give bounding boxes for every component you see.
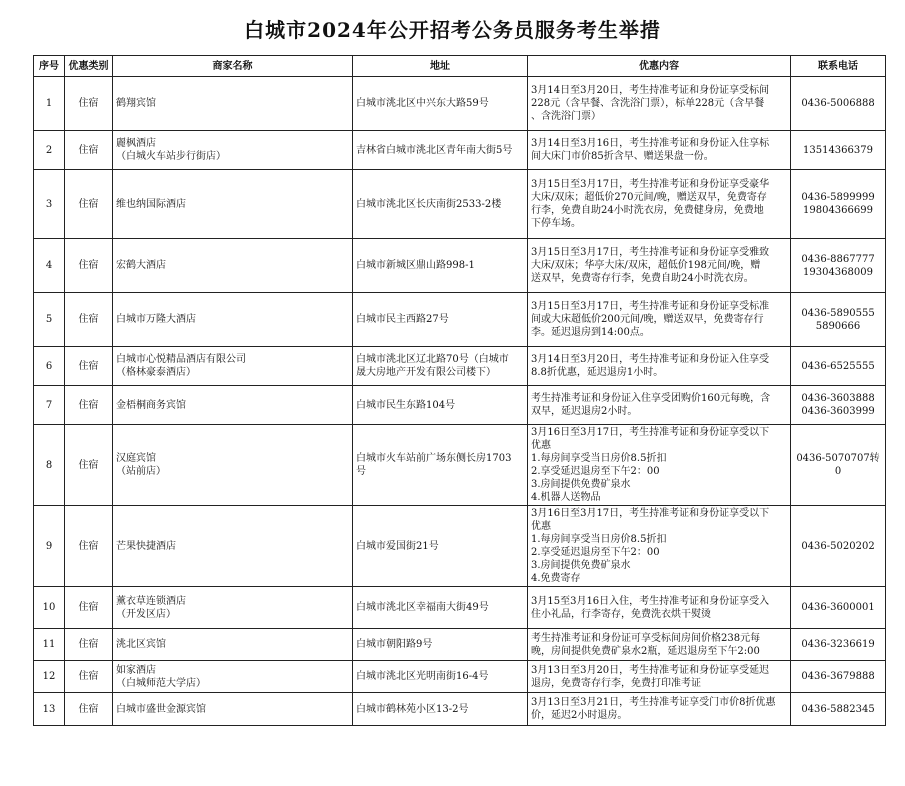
row-category: 住宿 xyxy=(65,77,113,131)
header-phone: 联系电话 xyxy=(791,56,886,77)
row-offer: 3月14日至3月20日，考生持准考证和身份证享受标间 228元（含早餐、含洗浴门票），标单228元（含早餐 、含洗浴门票） xyxy=(528,77,791,131)
row-index: 6 xyxy=(34,347,65,386)
header-address: 地址 xyxy=(353,56,528,77)
row-index: 8 xyxy=(34,425,65,506)
row-category: 住宿 xyxy=(65,661,113,693)
table-row xyxy=(34,506,886,587)
row-address: 白城市火车站前广场东侧长房1703 号 xyxy=(353,425,528,506)
table-row xyxy=(34,386,886,425)
row-address: 白城市鹤林苑小区13-2号 xyxy=(353,693,528,726)
table-row xyxy=(34,587,886,629)
row-address: 白城市洮北区中兴东大路59号 xyxy=(353,77,528,131)
row-category: 住宿 xyxy=(65,239,113,293)
table-row xyxy=(34,629,886,661)
row-merchant: 鹤翔宾馆 xyxy=(113,77,353,131)
row-category: 住宿 xyxy=(65,131,113,170)
measures-table xyxy=(33,55,886,726)
row-category: 住宿 xyxy=(65,629,113,661)
row-phone: 0436-3603888 0436-3603999 xyxy=(791,386,886,425)
row-merchant: 维也纳国际酒店 xyxy=(113,170,353,239)
row-address: 白城市洮北区辽北路70号（白城市 晟大房地产开发有限公司楼下） xyxy=(353,347,528,386)
row-merchant: 金梧桐商务宾馆 xyxy=(113,386,353,425)
row-index: 3 xyxy=(34,170,65,239)
row-merchant: 薰衣草连锁酒店 （开发区店） xyxy=(113,587,353,629)
row-address: 白城市洮北区长庆南街2533-2楼 xyxy=(353,170,528,239)
row-offer: 3月14日至3月16日，考生持准考证和身份证入住享标 间大床门市价85折含早、赠送果盘一份。 xyxy=(528,131,791,170)
row-index: 12 xyxy=(34,661,65,693)
row-offer: 3月14日至3月20日，考生持准考证和身份证入住享受 8.8折优惠，延迟退房1小时。 xyxy=(528,347,791,386)
row-address: 白城市民生东路104号 xyxy=(353,386,528,425)
row-phone: 0436-8867777 19304368009 xyxy=(791,239,886,293)
table-row xyxy=(34,239,886,293)
row-index: 5 xyxy=(34,293,65,347)
row-index: 10 xyxy=(34,587,65,629)
row-phone: 0436-5020202 xyxy=(791,506,886,587)
row-category: 住宿 xyxy=(65,506,113,587)
row-category: 住宿 xyxy=(65,293,113,347)
row-category: 住宿 xyxy=(65,425,113,506)
row-phone: 0436-5070707转0 xyxy=(791,425,886,506)
row-address: 白城市爱国街21号 xyxy=(353,506,528,587)
row-offer: 3月15日至3月17日，考生持准考证和身份证享受豪华 大床/双床；超低价270元间/晚，赠送双早，免费寄存 行李，免费自助24小时洗衣房，免费健身房，免费地 下停车场。 xyxy=(528,170,791,239)
row-merchant: 白城市万隆大酒店 xyxy=(113,293,353,347)
row-offer: 3月15日至3月17日，考生持准考证和身份证享受雅致 大床/双床；华亭大床/双床，超低价198元间/晚，赠 送双早，免费寄存行李，免费自助24小时洗衣房。 xyxy=(528,239,791,293)
row-index: 7 xyxy=(34,386,65,425)
table-row xyxy=(34,347,886,386)
row-offer: 3月15至3月16日入住，考生持准考证和身份证享受入 住小礼品，行李寄存，免费洗衣烘干熨烫 xyxy=(528,587,791,629)
row-phone: 0436-3679888 xyxy=(791,661,886,693)
row-merchant: 如家酒店 （白城师范大学店） xyxy=(113,661,353,693)
row-phone: 0436-5899999 19804366699 xyxy=(791,170,886,239)
row-merchant: 洮北区宾馆 xyxy=(113,629,353,661)
page-title: 白城市2024年公开招考公务员服务考生举措 xyxy=(244,18,661,42)
row-offer: 3月16日至3月17日，考生持准考证和身份证享受以下 优惠 1.每房间享受当日房价8.5折扣 2.享受延迟退房至下午2：00 3.房间提供免费矿泉水 4.机器人送物品 xyxy=(528,425,791,506)
row-phone: 0436-5890555 5890666 xyxy=(791,293,886,347)
row-category: 住宿 xyxy=(65,693,113,726)
row-index: 1 xyxy=(34,77,65,131)
header-offer: 优惠内容 xyxy=(528,56,791,77)
row-address: 白城市新城区鼎山路998-1 xyxy=(353,239,528,293)
row-offer: 3月13日至3月21日，考生持准考证享受门市价8折优惠 价，延迟2小时退房。 xyxy=(528,693,791,726)
row-phone: 13514366379 xyxy=(791,131,886,170)
row-merchant: 白城市盛世金源宾馆 xyxy=(113,693,353,726)
row-phone: 0436-3600001 xyxy=(791,587,886,629)
row-category: 住宿 xyxy=(65,587,113,629)
table-header-row xyxy=(34,56,886,77)
row-category: 住宿 xyxy=(65,386,113,425)
row-offer: 3月13日至3月20日，考生持准考证和身份证享受延迟 退房，免费寄存行李，免费打印准考证 xyxy=(528,661,791,693)
header-index: 序号 xyxy=(34,56,65,77)
row-phone: 0436-3236619 xyxy=(791,629,886,661)
row-index: 13 xyxy=(34,693,65,726)
row-category: 住宿 xyxy=(65,347,113,386)
row-offer: 3月16日至3月17日，考生持准考证和身份证享受以下 优惠 1.每房间享受当日房价8.5折扣 2.享受延迟退房至下午2：00 3.房间提供免费矿泉水 4.免费寄存 xyxy=(528,506,791,587)
table-row xyxy=(34,693,886,726)
row-index: 2 xyxy=(34,131,65,170)
row-index: 11 xyxy=(34,629,65,661)
row-address: 白城市朝阳路9号 xyxy=(353,629,528,661)
row-offer: 3月15日至3月17日，考生持准考证和身份证享受标准 间或大床超低价200元间/晚，赠送双早，免费寄存行 李。延迟退房到14:00点。 xyxy=(528,293,791,347)
row-merchant: 白城市心悦精品酒店有限公司 （格林豪泰酒店） xyxy=(113,347,353,386)
row-merchant: 芒果快捷酒店 xyxy=(113,506,353,587)
row-index: 9 xyxy=(34,506,65,587)
table-row xyxy=(34,293,886,347)
row-address: 白城市民主西路27号 xyxy=(353,293,528,347)
row-offer: 考生持准考证和身份证入住享受团购价160元每晚，含 双早，延迟退房2小时。 xyxy=(528,386,791,425)
row-address: 白城市洮北区光明南街16-4号 xyxy=(353,661,528,693)
row-phone: 0436-6525555 xyxy=(791,347,886,386)
row-merchant: 麗枫酒店 （白城火车站步行街店） xyxy=(113,131,353,170)
row-address: 吉林省白城市洮北区青年南大街5号 xyxy=(353,131,528,170)
row-phone: 0436-5006888 xyxy=(791,77,886,131)
table-row xyxy=(34,170,886,239)
row-phone: 0436-5882345 xyxy=(791,693,886,726)
table-row xyxy=(34,661,886,693)
table-row xyxy=(34,131,886,170)
table-row xyxy=(34,425,886,506)
row-merchant: 宏鹤大酒店 xyxy=(113,239,353,293)
row-category: 住宿 xyxy=(65,170,113,239)
header-merchant: 商家名称 xyxy=(113,56,353,77)
row-address: 白城市洮北区幸福南大街49号 xyxy=(353,587,528,629)
row-merchant: 汉庭宾馆 （站前店） xyxy=(113,425,353,506)
row-offer: 考生持准考证和身份证可享受标间房间价格238元每 晚，房间提供免费矿泉水2瓶，延迟退房至下午2:00 xyxy=(528,629,791,661)
header-category: 优惠类别 xyxy=(65,56,113,77)
table-row xyxy=(34,77,886,131)
row-index: 4 xyxy=(34,239,65,293)
